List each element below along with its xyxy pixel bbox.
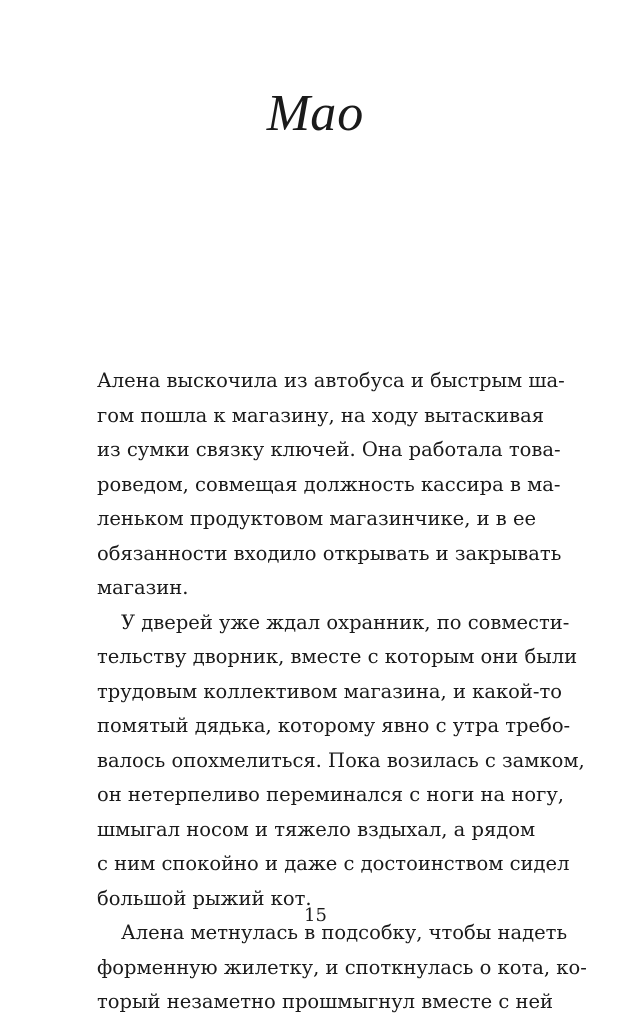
paragraph-3 (97, 916, 587, 1020)
text-line: форменную жилетку, и споткнулась о кота, ко- (97, 955, 587, 979)
text-line: гом пошла к магазину, на ходу вытаскивая (97, 403, 545, 427)
text-line: Алена метнулась в подсобку, чтобы надеть (121, 921, 568, 944)
text-line: обязанности входило открывать и закрывать (97, 541, 562, 565)
paragraph-1 (97, 364, 565, 606)
text-line: торый незаметно прошмыгнул вместе с ней (97, 990, 554, 1013)
text-line: У дверей уже ждал охранник, по совмести- (121, 610, 570, 634)
text-line: магазин. (97, 576, 189, 599)
paragraph-2 (97, 606, 585, 917)
text-line: Алена выскочила из автобуса и быстрым ша- (97, 369, 565, 392)
text-line: тельству дворник, вместе с которым они были (97, 645, 578, 668)
text-line: он нетерпеливо переминался с ноги на ногу, (97, 783, 564, 806)
text-line: роведом, совмещая должность кассира в ма- (97, 472, 561, 496)
text-line: большой рыжий кот. (97, 886, 312, 910)
text-line: из сумки связку ключей. Она работала това- (97, 438, 561, 461)
text-line: помятый дядька, которому явно с утра требо- (97, 714, 571, 737)
text-line: трудовым коллективом магазина, и какой-то (97, 679, 562, 703)
text-line: шмыгал носом и тяжело вздыхал, а рядом (97, 817, 536, 841)
text-line: с ним спокойно и даже с достоинством сидел (97, 852, 570, 875)
text-line: валось опохмелиться. Пока возилась с замком, (97, 748, 585, 772)
chapter-title: Мао (266, 85, 365, 142)
text-line: леньком продуктовом магазинчике, и в ее (97, 507, 537, 530)
page-number: 15 (304, 905, 327, 926)
